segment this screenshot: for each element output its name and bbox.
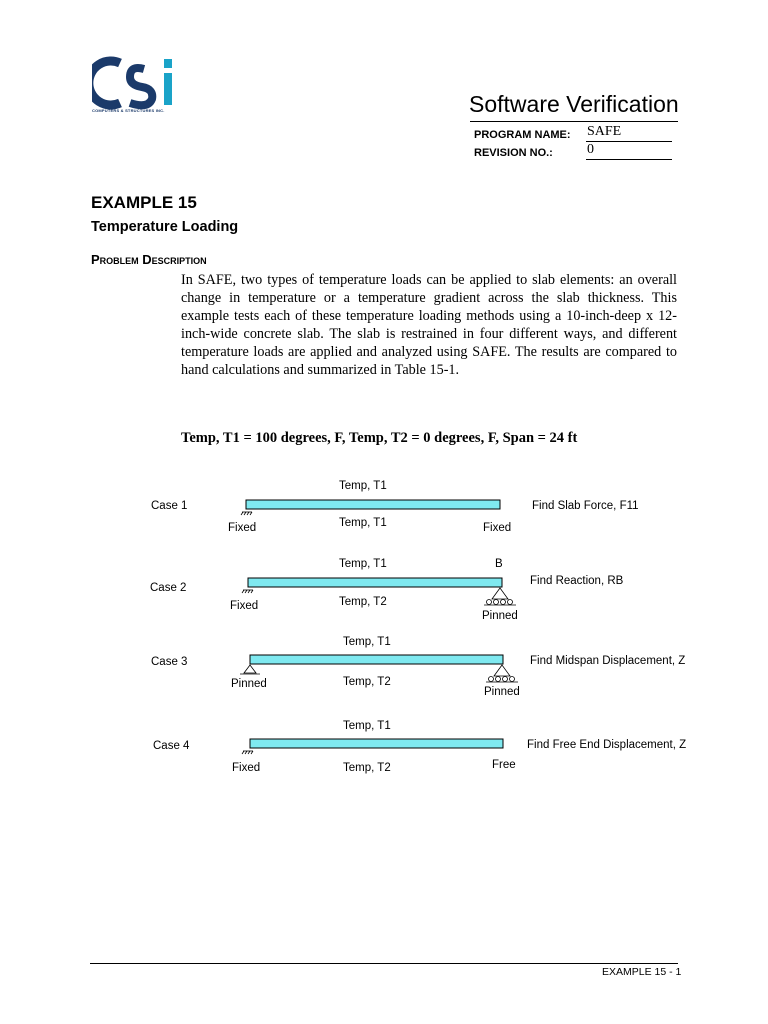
footer-divider — [90, 963, 678, 964]
right-support-label: Free — [492, 759, 516, 771]
revision-underline — [586, 159, 672, 160]
top-temp-label: Temp, T1 — [343, 720, 391, 732]
slab-beam — [248, 578, 502, 587]
slab-beam — [250, 655, 503, 664]
right-support-label: Fixed — [483, 522, 512, 534]
top-temp-label: Temp, T1 — [343, 636, 391, 648]
case-2 — [150, 558, 624, 622]
fixed-support-icon — [242, 590, 253, 593]
find-label: Find Slab Force, F11 — [532, 500, 639, 512]
bottom-temp-label: Temp, T2 — [343, 676, 391, 688]
node-b-label: B — [495, 558, 503, 570]
find-label: Find Midspan Displacement, Z — [530, 655, 686, 667]
temperature-parameters: Temp, T1 = 100 degrees, F, Temp, T2 = 0 degrees, F, Span = 24 ft — [181, 430, 578, 446]
roller-support-icon — [484, 588, 516, 605]
right-support-label: Pinned — [482, 610, 518, 622]
beam-cases-diagram — [130, 468, 710, 788]
top-temp-label: Temp, T1 — [339, 558, 387, 570]
pin-support-icon — [240, 665, 260, 674]
case-label: Case 3 — [151, 656, 188, 668]
find-label: Find Free End Displacement, Z — [527, 739, 687, 751]
left-support-label: Fixed — [228, 522, 257, 534]
case-3 — [151, 636, 685, 698]
right-support-label: Pinned — [484, 686, 520, 698]
bottom-temp-label: Temp, T2 — [339, 596, 387, 608]
case-label: Case 2 — [150, 582, 187, 594]
header-divider — [470, 121, 678, 122]
roller-support-icon — [486, 665, 518, 682]
bottom-temp-label: Temp, T2 — [343, 762, 391, 774]
case-1 — [151, 480, 639, 534]
case-label: Case 1 — [151, 500, 188, 512]
program-name-underline — [586, 141, 672, 142]
page-number: EXAMPLE 15 - 1 — [602, 966, 682, 978]
fixed-support-icon — [241, 512, 252, 515]
top-temp-label: Temp, T1 — [339, 480, 387, 492]
fixed-support-icon — [242, 751, 253, 754]
csi-logo — [92, 55, 182, 115]
left-support-label: Fixed — [230, 600, 259, 612]
slab-beam — [250, 739, 503, 748]
slab-beam — [246, 500, 500, 509]
logo-subtitle: COMPUTERS & STRUCTURES INC. — [92, 108, 165, 113]
left-support-label: Fixed — [232, 762, 261, 774]
case-label: Case 4 — [153, 740, 190, 752]
case-4 — [153, 720, 686, 774]
example-title: EXAMPLE 15 — [91, 193, 197, 212]
example-subtitle: Temperature Loading — [91, 219, 239, 235]
bottom-temp-label: Temp, T1 — [339, 517, 387, 529]
find-label: Find Reaction, RB — [530, 575, 624, 587]
problem-description-paragraph: In SAFE, two types of temperature loads can be applied to slab elements: an overall change in temperature or a temperature gradient across the slab thickness. This example tests each of these temperature loading methods using a 10-inch-deep x 12-inch-wide concrete slab. The slab is restrained in four different ways, and different temperature loads are applied and analyzed using SAFE. The results are compared to hand calculations and summarized in Table 15-1. — [181, 272, 677, 378]
revision-label: REVISION NO.: — [474, 147, 553, 159]
program-name-value: SAFE — [587, 124, 622, 139]
left-support-label: Pinned — [231, 678, 267, 690]
program-name-label: PROGRAM NAME: — [474, 129, 571, 141]
revision-value: 0 — [587, 142, 594, 157]
section-heading: Problem Description — [91, 252, 207, 267]
document-title: Software Verification — [469, 91, 679, 117]
